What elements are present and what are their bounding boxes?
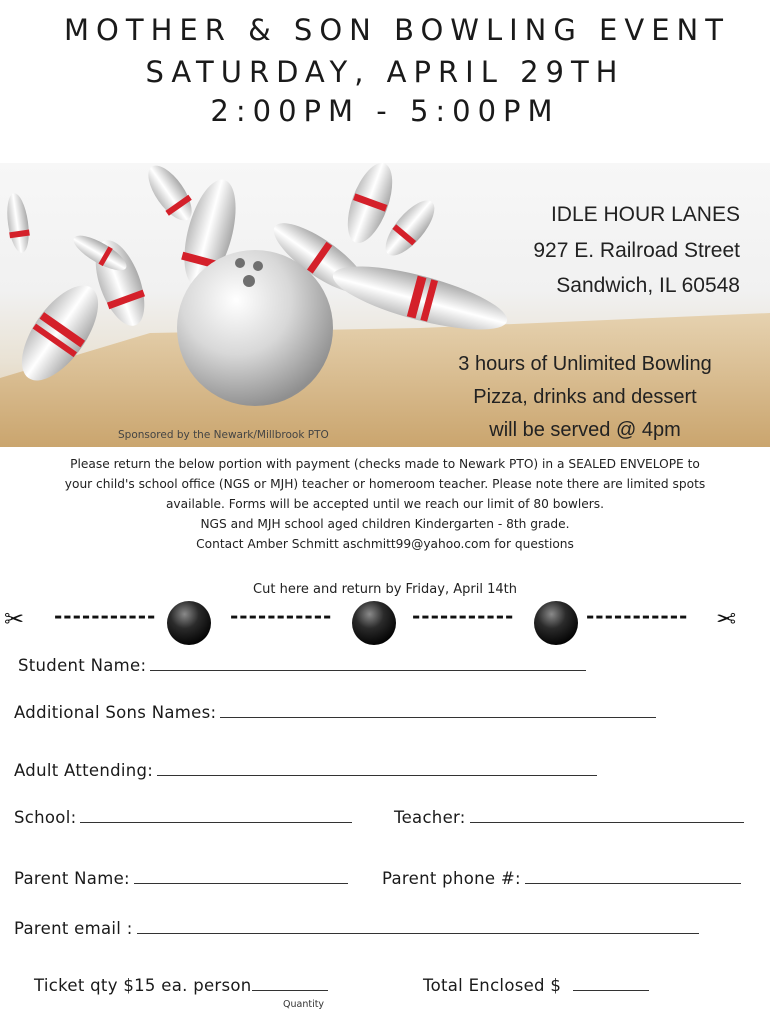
scissors-icon: ✂ — [716, 605, 737, 633]
quantity-caption: Quantity — [283, 999, 325, 1010]
detail-served: will be served @ 4pm — [489, 419, 681, 441]
parent-email-field[interactable] — [14, 919, 699, 938]
parent-phone-field[interactable] — [382, 869, 741, 888]
cut-dashes: ----------- — [230, 604, 333, 628]
cut-dashes: ----------- — [54, 604, 157, 628]
student-name-field[interactable] — [18, 656, 586, 675]
adult-attending-field[interactable] — [14, 761, 597, 780]
parent-phone-line[interactable] — [525, 869, 741, 884]
parent-name-label: Parent Name: — [14, 869, 130, 888]
total-enclosed-label: Total Enclosed $ — [423, 976, 562, 995]
venue-street: 927 E. Railroad Street — [533, 239, 740, 262]
bowling-ball-icon — [534, 601, 578, 645]
cut-instructions: Cut here and return by Friday, April 14th — [253, 582, 517, 597]
venue-city: Sandwich, IL 60548 — [556, 274, 740, 297]
teacher-line[interactable] — [470, 808, 744, 823]
instruction-line: Contact Amber Schmitt aschmitt99@yahoo.com for questions — [196, 537, 574, 551]
bowling-ball-icon — [167, 601, 211, 645]
event-date: SATURDAY, APRIL 29TH — [145, 55, 625, 89]
parent-name-field[interactable] — [14, 869, 348, 888]
additional-sons-line[interactable] — [220, 703, 656, 718]
bowling-banner — [0, 163, 770, 447]
cut-dashes: ----------- — [412, 604, 515, 628]
event-title: MOTHER & SON BOWLING EVENT — [64, 13, 730, 47]
school-line[interactable] — [80, 808, 352, 823]
ticket-qty-line[interactable] — [252, 976, 328, 991]
parent-email-label: Parent email : — [14, 919, 133, 938]
teacher-label: Teacher: — [394, 808, 466, 827]
total-enclosed-line[interactable] — [573, 976, 649, 991]
instruction-line: NGS and MJH school aged children Kindergarten - 8th grade. — [200, 517, 570, 531]
school-label: School: — [14, 808, 77, 827]
sponsor-note: Sponsored by the Newark/Millbrook PTO — [118, 429, 329, 441]
ticket-qty-field[interactable] — [34, 976, 328, 995]
instructions — [0, 454, 770, 554]
instruction-line: Please return the below portion with payment (checks made to Newark PTO) in a SEALED ENVELOPE to — [70, 457, 700, 471]
school-field[interactable] — [14, 808, 352, 827]
event-time: 2:00PM - 5:00PM — [210, 94, 560, 128]
student-name-line[interactable] — [150, 656, 586, 671]
additional-sons-field[interactable] — [14, 703, 656, 722]
instruction-line: your child's school office (NGS or MJH) teacher or homeroom teacher. Please note there are limited spots — [64, 477, 706, 491]
additional-sons-label: Additional Sons Names: — [14, 703, 217, 722]
detail-food: Pizza, drinks and dessert — [473, 386, 697, 408]
cut-dashes: ----------- — [586, 604, 689, 628]
scissors-icon: ✂ — [4, 605, 25, 633]
total-enclosed-field[interactable] — [423, 976, 649, 995]
detail-bowling: 3 hours of Unlimited Bowling — [458, 353, 712, 375]
instruction-line: available. Forms will be accepted until we reach our limit of 80 bowlers. — [165, 497, 605, 511]
parent-email-line[interactable] — [137, 919, 699, 934]
ticket-qty-label: Ticket qty $15 ea. person — [34, 976, 252, 995]
adult-attending-line[interactable] — [157, 761, 597, 776]
parent-name-line[interactable] — [134, 869, 348, 884]
teacher-field[interactable] — [394, 808, 744, 827]
adult-attending-label: Adult Attending: — [14, 761, 154, 780]
bowling-ball-icon — [352, 601, 396, 645]
parent-phone-label: Parent phone #: — [382, 869, 521, 888]
venue-name: IDLE HOUR LANES — [550, 203, 740, 226]
student-name-label: Student Name: — [18, 656, 147, 675]
